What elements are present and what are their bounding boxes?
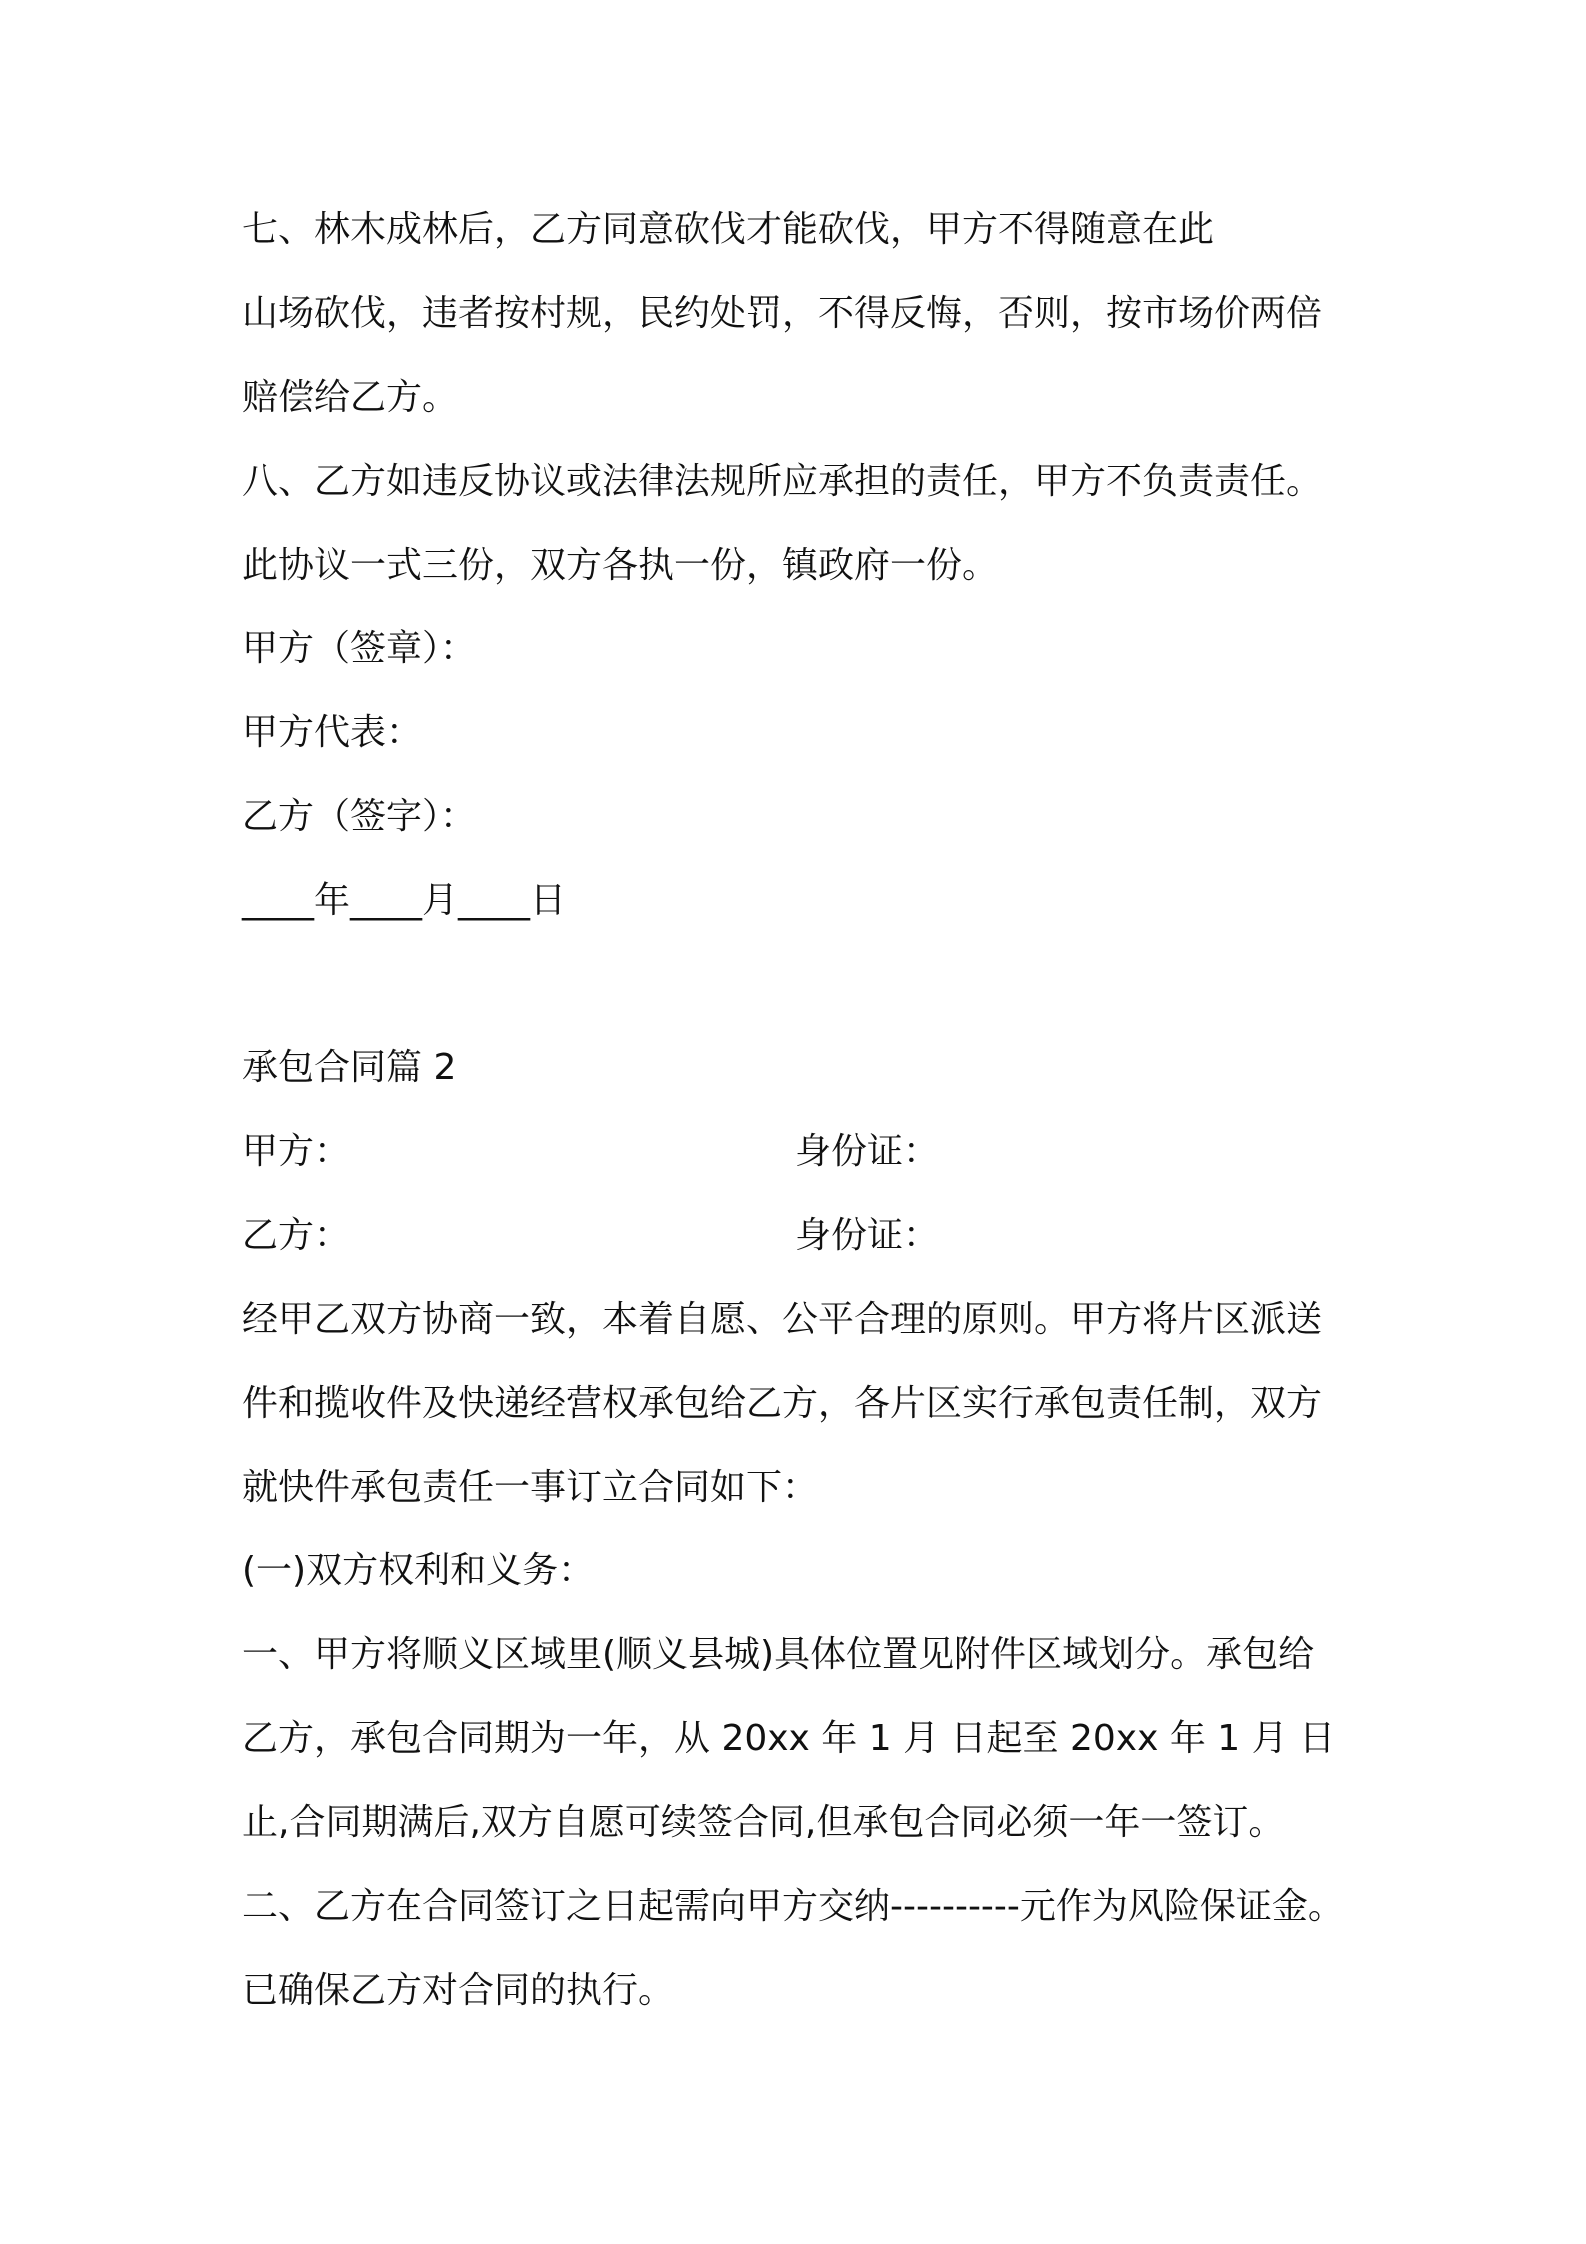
party-b-label: 乙方： <box>242 1215 351 1256</box>
clause-1-line-3: 止,合同期满后,双方自愿可续签合同,但承包合同必须一年一签订。 <box>242 1802 1285 1843</box>
party-b-id-label: 身份证： <box>795 1215 940 1256</box>
section-2-title: 承包合同篇 2 <box>242 1047 457 1088</box>
copies-note: 此协议一式三份，双方各执一份，镇政府一份。 <box>242 545 999 586</box>
article-8: 八、乙方如违反协议或法律法规所应承担的责任，甲方不负责责任。 <box>242 461 1323 502</box>
article-7-line-2: 山场砍伐，违者按村规，民约处罚，不得反悔，否则，按市场价两倍 <box>242 293 1323 334</box>
date-line: ____年____月____日 <box>242 880 567 921</box>
intro-line-1: 经甲乙双方协商一致，本着自愿、公平合理的原则。甲方将片区派送 <box>242 1299 1323 1340</box>
party-b-row <box>242 1212 350 1260</box>
article-7-line-1: 七、林木成林后，乙方同意砍伐才能砍伐，甲方不得随意在此 <box>242 209 1215 250</box>
clause-1-line-1: 一、甲方将顺义区域里(顺义县城)具体位置见附件区域划分。承包给 <box>242 1634 1315 1675</box>
clause-1-line-2: 乙方，承包合同期为一年，从 20xx 年 1 月 日起至 20xx 年 1 月 日 <box>242 1718 1336 1759</box>
clause-2-line-2: 已确保乙方对合同的执行。 <box>242 1970 675 2011</box>
rights-heading: (一)双方权利和义务： <box>242 1550 595 1591</box>
party-a-representative-label: 甲方代表： <box>242 712 423 753</box>
party-a-id-label: 身份证： <box>795 1131 940 1172</box>
article-7-line-3: 赔偿给乙方。 <box>242 377 459 418</box>
party-a-row <box>242 1128 350 1176</box>
party-a-seal-label: 甲方（签章）： <box>242 628 477 669</box>
clause-2-line-1: 二、乙方在合同签订之日起需向甲方交纳----------元作为风险保证金。 <box>242 1886 1344 1927</box>
intro-line-2: 件和揽收件及快递经营权承包给乙方，各片区实行承包责任制，双方 <box>242 1383 1323 1424</box>
party-b-signature-label: 乙方（签字）： <box>242 796 477 837</box>
intro-line-3: 就快件承包责任一事订立合同如下： <box>242 1467 819 1508</box>
party-a-label: 甲方： <box>242 1131 351 1172</box>
